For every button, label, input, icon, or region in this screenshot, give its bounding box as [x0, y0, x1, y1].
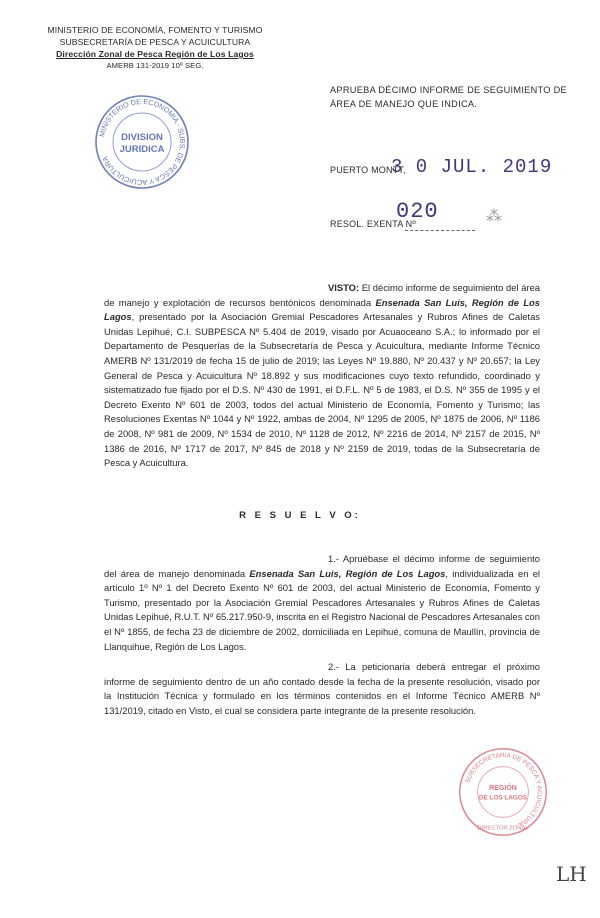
- article-1-area-name: Ensenada San Luis, Región de Los Lagos: [249, 567, 446, 579]
- stamp2-center-line2: DE LOS LAGOS: [478, 794, 528, 802]
- zonal-direction: Dirección Zonal de Pesca Región de Los Lagos: [56, 49, 254, 59]
- handwritten-mark: ⁂: [486, 208, 502, 225]
- resolution-article-2: [104, 660, 540, 718]
- document-title: APRUEBA DÉCIMO INFORME DE SEGUIMIENTO DE ÁREA DE MANEJO QUE INDICA.: [330, 85, 567, 109]
- stamp2-bottom-text: DIRECTOR ZONAL: [477, 825, 529, 832]
- resolution-label: RESOL. EXENTA Nº: [330, 219, 416, 229]
- director-zonal-stamp: [456, 745, 550, 839]
- visto-text-2: , presentado por la Asociación Gremial Pescadores Artesanales y Rubros Afines de Caletas Unidas Lepihué, C.I. SUBPESCA Nº 5.404 de 2019, visado por Acuaoceano S.A.; lo informado por el Departamento de Pesquerías de la Subsecretaría de Pesca y Acuicultura, mediante Informe Técnico AMERB Nº 131/2019 de fecha 15 de julio de 2019; las Leyes Nº 19.880, Nº 20.437 y Nº 20.657; la Ley General de Pesca y Acuicultura Nº 18.892 y sus modificaciones cuyo texto refundido, coordinado y sistematizado fue fijado por el D.S. Nº 430 de 1991, el D.F.L. Nº 5 de 1983, el D.S. Nº 355 de 1995 y el Decreto Exento Nº 601 de 2003, todos del actual Ministerio de Economía, Fomento y Turismo; las Resoluciones Exentas Nº 1044 y Nº 1922, ambas de 2004, Nº 1295 de 2005, Nº 1875 de 2006, Nº 1186 de 2008, Nº 981 de 2009, Nº 1534 de 2010, Nº 1128 de 2012, Nº 2216 de 2014, Nº 2157 de 2015, Nº 1386 de 2016, Nº 1717 de 2017, Nº 845 de 2018 y Nº 2159 de 2019, todas de la Subsecretaría de Pesca y Acuicultura.: [104, 311, 540, 469]
- stamp2-center-line1: REGIÓN: [489, 785, 517, 793]
- ministry-name: MINISTERIO DE ECONOMÍA, FOMENTO Y TURISMO: [47, 25, 263, 35]
- letterhead: [40, 24, 270, 72]
- visto-label: VISTO:: [328, 282, 360, 293]
- division-juridica-stamp: [92, 92, 192, 192]
- visto-text-1: El décimo informe de seguimiento del área de manejo y explotación de recursos bentónicos denominada: [104, 282, 540, 308]
- stamp-ring-text: MINISTERIO DE ECONOMIA - SUBS. DE PESCA Y ACUICULTURA: [97, 96, 188, 188]
- visto-area-name: Ensenada San Luis, Región de Los Lagos: [104, 296, 540, 323]
- article-1-text-2: , individualizada en el artículo 1º Nº 1 del Decreto Exento Nº 601 de 2003, del actual Ministerio de Economía, Fomento y Turismo, presentado por la Asociación Gremial Pescadores Artesanales y Rubros Afines de Caletas Unidas Lepihué, R.U.T. Nº 65.217.950-9, inscrita en el Registro Nacional de Pescadores Artesanales con el Nº 1855, de fecha 23 de diciembre de 2002, domiciliada en Lepihué, comuna de Maullín, provincia de Llanquihue, Región de Los Lagos.: [104, 567, 540, 652]
- article-1-text-1: 1.- Apruébase el décimo informe de seguimiento del área de manejo denominada: [104, 553, 540, 579]
- place-label: PUERTO MONTT,: [330, 165, 406, 175]
- reference-code: AMERB 131-2019 10º SEG.: [106, 61, 204, 70]
- stamp-center-line2: JURIDICA: [119, 144, 165, 155]
- subsecretariat-name: SUBSECRETARÍA DE PESCA Y ACUICULTURA: [59, 37, 251, 47]
- date-stamp: 3 0 JUL. 2019: [391, 156, 553, 178]
- stamp2-ring-text: SUBSECRETARIA DE PESCA Y ACUICULTURA: [464, 752, 543, 828]
- resolution-article-1: [104, 552, 540, 654]
- stamp-center-line1: DIVISION: [121, 132, 163, 143]
- visto-paragraph: [104, 281, 540, 471]
- resolution-number-line: [405, 230, 475, 231]
- handwritten-initials: LH: [556, 862, 587, 886]
- resuelvo-heading: R E S U E L V O:: [239, 510, 361, 521]
- article-2-text: 2.- La peticionaria deberá entregar el próximo informe de seguimiento dentro de un año contado desde la fecha de la presente resolución, visado por la Institución Técnica y formulado en los términos contenidos en el Informe Técnico AMERB Nº 131/2019, citado en Visto, el cual se considera parte integrante de la presente resolución.: [104, 661, 540, 716]
- resolution-number: 020: [396, 199, 439, 224]
